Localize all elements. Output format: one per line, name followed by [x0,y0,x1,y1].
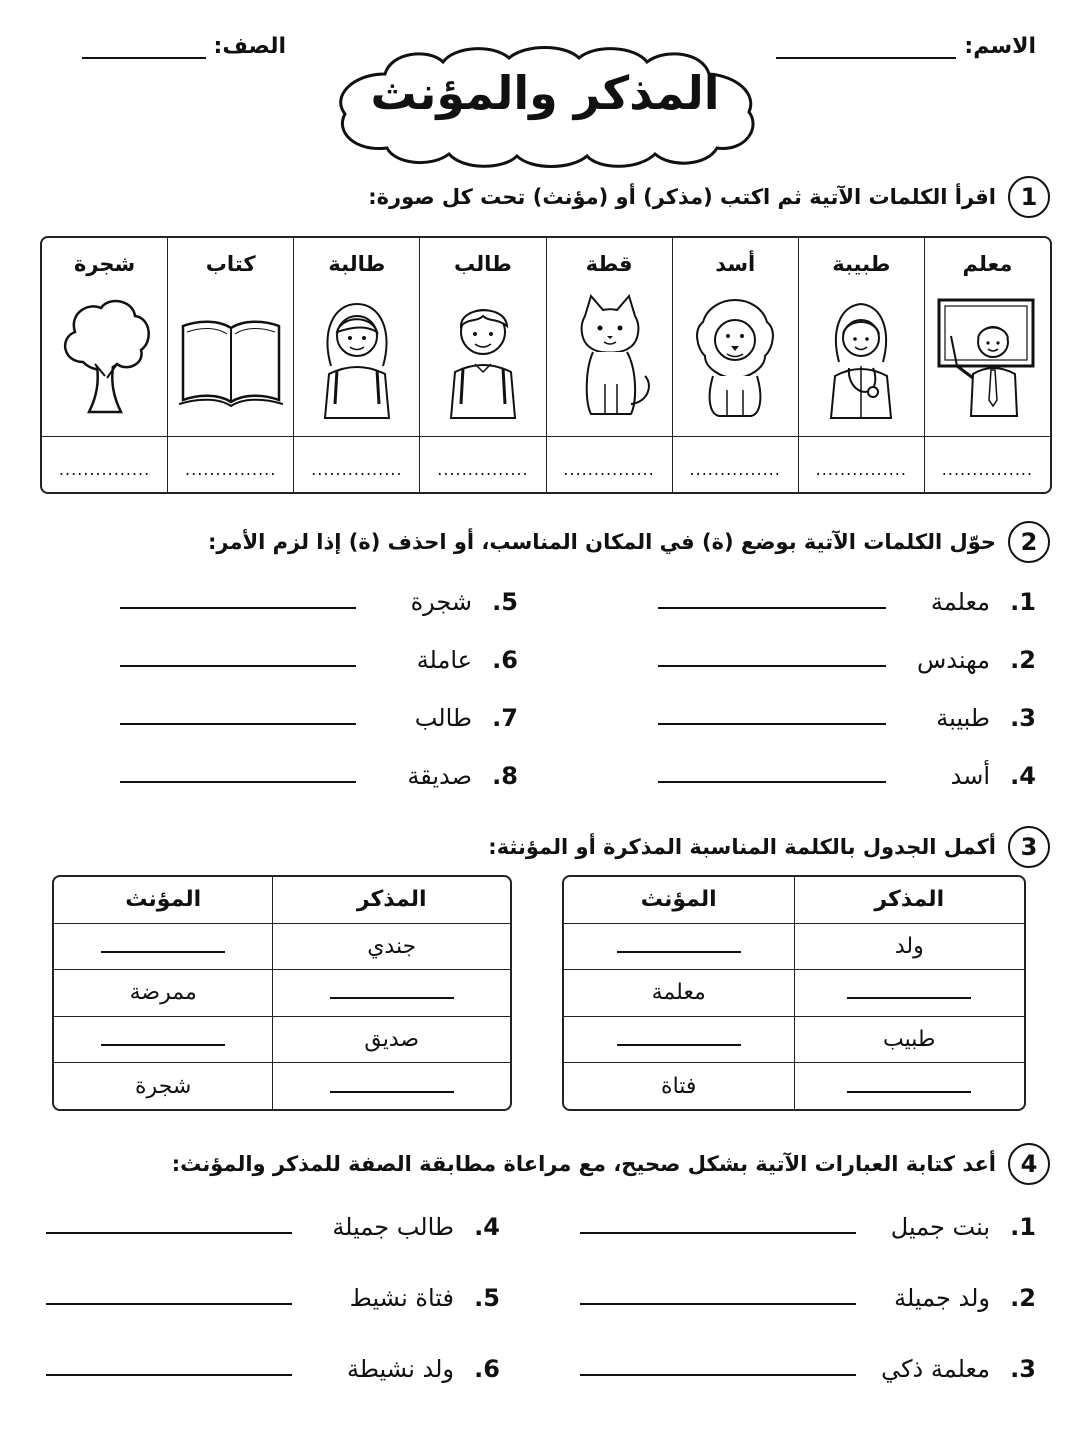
picture-cell [42,238,167,492]
picture-word: طالب [454,252,512,276]
answer-blank[interactable]: ............... [420,436,545,492]
table-row: جندي [54,923,510,969]
class-line[interactable] [82,41,206,59]
picture-word: طالبة [328,252,386,276]
girl-student-icon [305,292,409,422]
table-row: معلمة [564,970,1024,1016]
table-row: ممرضة [54,970,510,1016]
list-item: 5. شجرة [120,588,518,616]
answer-line[interactable] [580,1220,856,1234]
masc-header: المذكر [273,877,510,923]
fem-header: المؤنث [564,877,794,923]
answer-line[interactable] [580,1291,856,1305]
table-row: فتاة [564,1063,1024,1109]
list-item: 6. عاملة [120,646,518,674]
cat-icon [557,292,661,422]
answer-blank[interactable]: ............... [547,436,672,492]
q2-number: 2 [1008,521,1050,563]
picture-cell [672,238,798,492]
q2-instruction: حوّل الكلمات الآتية بوضع (ة) في المكان المناسب، أو احذف (ة) إذا لزم الأمر: [208,530,996,554]
picture-cell [924,238,1050,492]
answer-line[interactable] [46,1220,292,1234]
q1-heading [368,176,1050,218]
answer-line[interactable] [101,1032,225,1046]
answer-line[interactable] [847,985,971,999]
answer-line[interactable] [101,939,225,953]
answer-line[interactable] [658,711,886,725]
table-row: ولد [564,923,1024,969]
answer-line[interactable] [617,1032,741,1046]
table-right [562,875,1026,1111]
list-item: 2. مهندس [658,646,1036,674]
q3-heading [488,826,1050,868]
picture-grid [40,236,1052,494]
picture-word: أسد [715,252,756,276]
table-row: طبيب [564,1016,1024,1062]
answer-line[interactable] [658,769,886,783]
answer-line[interactable] [580,1362,856,1376]
list-item: 7. طالب [120,704,518,732]
list-item: 4. طالب جميلة [46,1213,500,1241]
list-item: 3. معلمة ذكي [580,1355,1036,1383]
list-item: 4. أسد [658,762,1036,790]
answer-line[interactable] [658,595,886,609]
lion-icon [683,292,787,422]
list-item: 2. ولد جميلة [580,1284,1036,1312]
answer-line[interactable] [658,653,886,667]
q4-instruction: أعد كتابة العبارات الآتية بشكل صحيح، مع مراعاة مطابقة الصفة للمذكر والمؤنث: [171,1152,996,1176]
fem-header: المؤنث [54,877,273,923]
list-item: 8. صديقة [120,762,518,790]
tree-icon [53,292,157,422]
masc-header: المذكر [794,877,1024,923]
list-item: 6. ولد نشيطة [46,1355,500,1383]
book-icon [179,292,283,422]
answer-blank[interactable]: ............... [925,436,1050,492]
list-item: 1. معلمة [658,588,1036,616]
answer-line[interactable] [46,1291,292,1305]
name-label: الاسم: [964,34,1036,59]
answer-blank[interactable]: ............... [168,436,293,492]
answer-line[interactable] [46,1362,292,1376]
answer-line[interactable] [617,939,741,953]
answer-line[interactable] [330,1079,454,1093]
list-item: 5. فتاة نشيط [46,1284,500,1312]
class-field[interactable] [82,34,286,59]
answer-line[interactable] [330,985,454,999]
picture-cell [167,238,293,492]
answer-line[interactable] [120,595,356,609]
picture-word: شجرة [73,252,136,276]
q2-heading [208,521,1050,563]
name-field[interactable] [776,34,1036,59]
list-item: 1. بنت جميل [580,1213,1036,1241]
name-line[interactable] [776,41,956,59]
picture-word: طبيبة [832,252,891,276]
answer-line[interactable] [847,1079,971,1093]
answer-blank[interactable]: ............... [294,436,419,492]
table-row: صديق [54,1016,510,1062]
picture-cell [798,238,924,492]
boy-student-icon [431,292,535,422]
list-item: 3. طبيبة [658,704,1036,732]
q1-instruction: اقرأ الكلمات الآتية ثم اكتب (مذكر) أو (مؤنث) تحت كل صورة: [368,185,996,209]
q1-number: 1 [1008,176,1050,218]
picture-word: معلم [962,252,1013,276]
picture-cell [293,238,419,492]
female-doctor-icon [809,292,913,422]
teacher-icon [935,292,1039,422]
picture-word: قطة [585,252,633,276]
answer-line[interactable] [120,711,356,725]
answer-blank[interactable]: ............... [42,436,167,492]
table-row: شجرة [54,1063,510,1109]
picture-cell [546,238,672,492]
class-label: الصف: [213,34,286,59]
answer-blank[interactable]: ............... [799,436,924,492]
table-left [52,875,512,1111]
answer-line[interactable] [120,653,356,667]
q3-instruction: أكمل الجدول بالكلمة المناسبة المذكرة أو المؤنثة: [488,835,996,859]
q4-number: 4 [1008,1143,1050,1185]
picture-word: كتاب [205,252,256,276]
q4-heading [172,1143,1050,1185]
picture-cell [419,238,545,492]
answer-blank[interactable]: ............... [673,436,798,492]
answer-line[interactable] [120,769,356,783]
q3-number: 3 [1008,826,1050,868]
page-title: المذكر والمؤنث [370,66,720,120]
